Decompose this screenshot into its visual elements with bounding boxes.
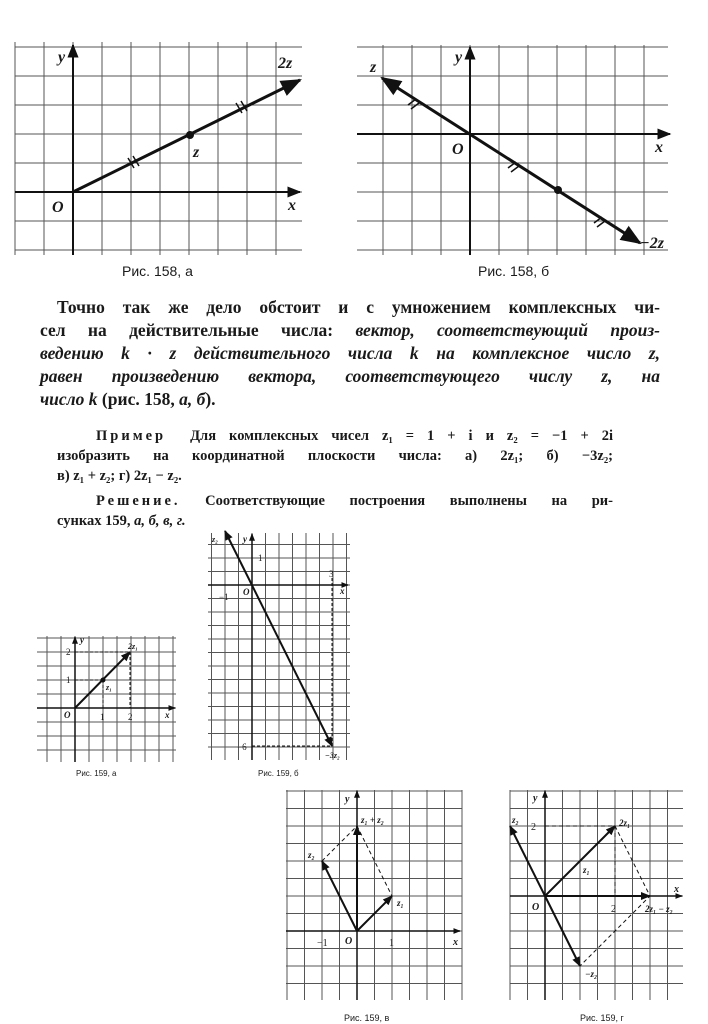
origin-label: O: [52, 199, 64, 216]
tick-x-3: 3: [329, 569, 334, 579]
caption-159a: Рис. 159, а: [76, 769, 117, 778]
minus-3z2-label: −3z₂: [325, 751, 340, 760]
text: ).: [205, 389, 216, 409]
example-heading: Пример: [96, 428, 167, 444]
paragraph-line: ведению k · z действительного числа k на комплексное число z,: [40, 343, 660, 363]
example-line: в) z₁ + z₂; г) 2z₁ − z₂.: [57, 468, 182, 484]
2z-label: 2z: [278, 55, 293, 72]
x-label: x: [453, 937, 458, 948]
caption-159v: Рис. 159, в: [344, 1013, 390, 1023]
tick-x-1: 1: [389, 938, 394, 949]
x-label: x: [655, 139, 663, 156]
paragraph-line: [40, 389, 660, 410]
y-label: y: [80, 635, 84, 645]
z1-label: z₁: [583, 865, 590, 875]
text: сунках 159,: [57, 513, 135, 529]
figure-158b: [357, 45, 670, 279]
grid: [357, 45, 668, 255]
point-z: [186, 131, 194, 139]
origin-label: O: [64, 710, 71, 720]
z1-plus-z2-label: z₁ + z₂: [361, 815, 384, 825]
caption-159g: Рис. 159, г: [580, 1013, 624, 1023]
tick-x-2: 2: [128, 712, 133, 722]
tick-y-1: 1: [66, 675, 71, 685]
caption-158a: Рис. 158, а: [122, 263, 193, 279]
z2-label: z₂: [308, 850, 315, 860]
figure-158a: [15, 42, 302, 279]
tick-y-1: 1: [258, 553, 263, 563]
y-label: y: [455, 49, 463, 66]
solution-line: [57, 513, 613, 530]
example-line: изобразить на координатной плоскости числа: а) 2z₁; б) −3z₂;: [57, 448, 613, 464]
2z1-label: 2z₁: [128, 642, 138, 651]
solution-line: [96, 493, 613, 510]
z2-label: z₂: [212, 535, 218, 544]
grid: [37, 636, 176, 762]
tick-y-minus-6: −6: [237, 742, 247, 752]
tick-x-1: 1: [100, 712, 105, 722]
2z1-minus-z2-label: 2z₁ − z₂: [645, 904, 673, 914]
text: Соответствующие построения выполнены на ри-: [180, 493, 613, 509]
tick-x-2: 2: [611, 904, 616, 915]
x-label: x: [165, 710, 170, 720]
tick-y-2: 2: [66, 647, 71, 657]
figure-159b: [208, 531, 350, 778]
text: сел на действительные числа:: [40, 320, 356, 340]
figure-159v: [286, 790, 462, 1023]
y-label: y: [243, 534, 247, 544]
z1-label: z₁: [106, 683, 112, 692]
figure-159g: [510, 790, 683, 1023]
y-label: y: [58, 49, 66, 66]
text: Для комплексных чисел z₁ = 1 + i и z₂ = −1 + 2i: [190, 428, 613, 444]
z-label: z: [193, 144, 200, 161]
tick-x-minus-1: −1: [317, 938, 328, 949]
origin-label: O: [452, 141, 464, 158]
caption-159b: Рис. 159, б: [258, 769, 299, 778]
paragraph-line: Точно так же дело обстоит и с умножением комплексных чи-: [57, 297, 660, 317]
paragraph-line: равен произведению вектора, соответствующего числу z, на: [40, 366, 660, 386]
text-italic: а, б: [179, 389, 206, 409]
y-label: y: [533, 793, 538, 804]
z1-label: z₁: [397, 898, 404, 908]
2z1-label: 2z₁: [619, 818, 631, 828]
z-label: z: [370, 59, 377, 76]
origin-label: O: [345, 936, 353, 947]
origin-label: O: [532, 902, 540, 913]
caption-158b: Рис. 158, б: [478, 263, 550, 279]
text-italic: вектор, соответствующий произ-: [355, 320, 660, 340]
x-label: x: [288, 197, 296, 214]
minus-2z-label: −2z: [640, 235, 664, 252]
grid: [208, 533, 350, 760]
y-label: y: [345, 794, 350, 805]
origin-label: O: [243, 587, 250, 597]
minus-z2-label: −z₂: [585, 969, 598, 979]
text-italic: число k: [40, 389, 98, 409]
tick-x-minus-1: −1: [219, 592, 229, 602]
tick-y-2: 2: [531, 822, 536, 833]
text-italic: а, б, в, г.: [134, 513, 186, 529]
figure-159a: [37, 635, 176, 778]
example-line: [96, 428, 613, 445]
x-label: x: [340, 586, 345, 596]
z2-label: z₂: [512, 815, 519, 825]
point: [554, 186, 562, 194]
solution-heading: Решение.: [96, 493, 181, 509]
text: (рис. 158,: [97, 389, 180, 409]
paragraph-line: [40, 320, 660, 341]
x-label: x: [674, 884, 679, 895]
